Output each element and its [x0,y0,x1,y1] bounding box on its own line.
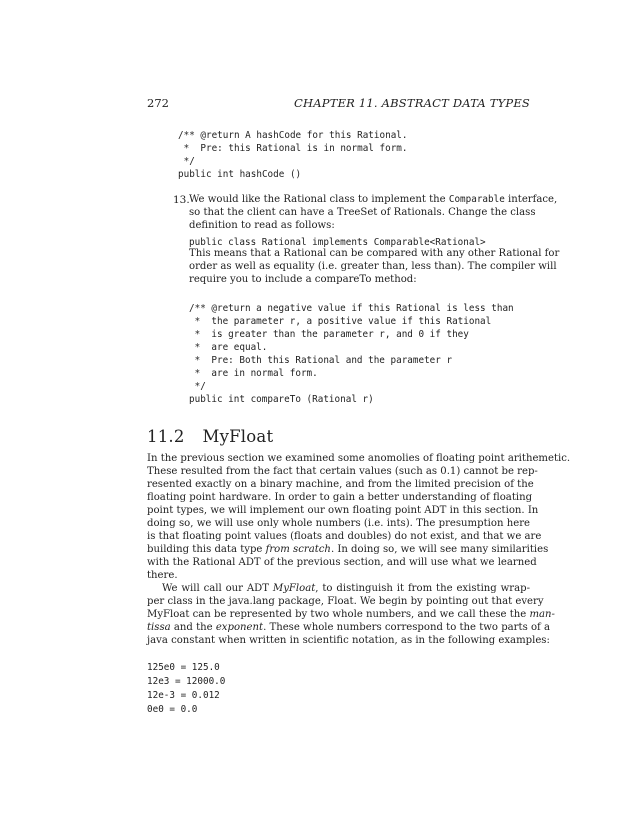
code-line: */ [189,381,206,392]
code-line: * are equal. [189,342,268,353]
exercise-13-intro [189,193,558,232]
text-line: MyFloat can be represented by two whole numbers, and we call these the man- [147,609,555,620]
text-line: is that floating point values (floats and doubles) do not exist, and that we are [147,531,542,542]
emphasis: from scratch [265,544,331,555]
text-line: there. [147,570,178,581]
code-line: * Pre: this Rational is in normal form. [178,143,408,154]
examples-code-block [147,661,225,717]
running-head: CHAPTER 11. ABSTRACT DATA TYPES [294,96,530,110]
example-line: 12e3 = 12000.0 [147,676,226,687]
text-line: We will call our ADT MyFloat, to distinguish it from the existing wrap- [162,583,530,594]
paragraph-1 [147,452,571,582]
text-line: require you to include a compareTo method: [189,274,417,285]
text-line: definition to read as follows: [189,220,335,231]
inline-code: Comparable [448,194,505,205]
code-block-hashcode [178,129,408,181]
text-line: floating point hardware. In order to gain a better understanding of floating [147,492,533,503]
code-line: * the parameter r, a positive value if this Rational [189,316,492,327]
exercise-number: 13. [173,194,190,206]
text-line: resented exactly on a binary machine, and from the limited precision of the [147,479,534,490]
emphasis: tissa [147,622,171,633]
code-block-compareto [189,302,514,406]
text-line: with the Rational ADT of the previous section, and will use what we learned [147,557,537,568]
code-line: */ [178,156,195,167]
code-line: public int compareTo (Rational r) [189,394,374,405]
text-line: We would like the Rational class to implement the Comparable interface, [189,194,558,205]
class-declaration: public class Rational implements Comparable<Rational> [189,237,486,248]
code-line: * are in normal form. [189,368,318,379]
example-line: 12e-3 = 0.012 [147,690,220,701]
section-number: 11.2 [147,427,185,446]
example-line: 0e0 = 0.0 [147,704,198,715]
text-line: so that the client can have a TreeSet of Rationals. Change the class [189,207,536,218]
emphasis: exponent [215,622,264,633]
code-line: /** @return A hashCode for this Rational. [178,130,408,141]
section-title: MyFloat [202,427,274,446]
example-line: 125e0 = 125.0 [147,662,220,673]
text-line: point types, we will implement our own floating point ADT in this section. In [147,505,539,516]
page-number: 272 [147,96,169,110]
emphasis: MyFloat [272,583,316,594]
code-line: /** @return a negative value if this Rational is less than [189,303,514,314]
paragraph-2 [147,582,555,647]
text-line: per class in the java.lang package, Float. We begin by pointing out that every [147,596,544,607]
text-line: These resulted from the fact that certain values (such as 0.1) cannot be rep- [147,466,538,477]
text-line: tissa and the exponent. These whole numbers correspond to the two parts of a [147,622,550,633]
code-line: * is greater than the parameter r, and 0 if they [189,329,469,340]
code-line: public int hashCode () [178,169,302,180]
text-line: doing so, we will use only whole numbers (i.e. ints). The presumption here [147,518,530,529]
code-line: * Pre: Both this Rational and the parameter r [189,355,453,366]
section-heading [147,427,273,446]
emphasis: man- [529,609,555,620]
text-line: order as well as equality (i.e. greater than, less than). The compiler will [189,261,557,272]
text-line: building this data type from scratch. In doing so, we will see many similarities [147,544,549,555]
exercise-13-explanation [189,247,560,286]
text-line: In the previous section we examined some anomolies of floating point arithemetic. [147,453,571,464]
text-line: java constant when written in scientific notation, as in the following examples: [147,635,550,646]
text-line: This means that a Rational can be compared with any other Rational for [189,248,560,259]
page-header [147,96,530,112]
